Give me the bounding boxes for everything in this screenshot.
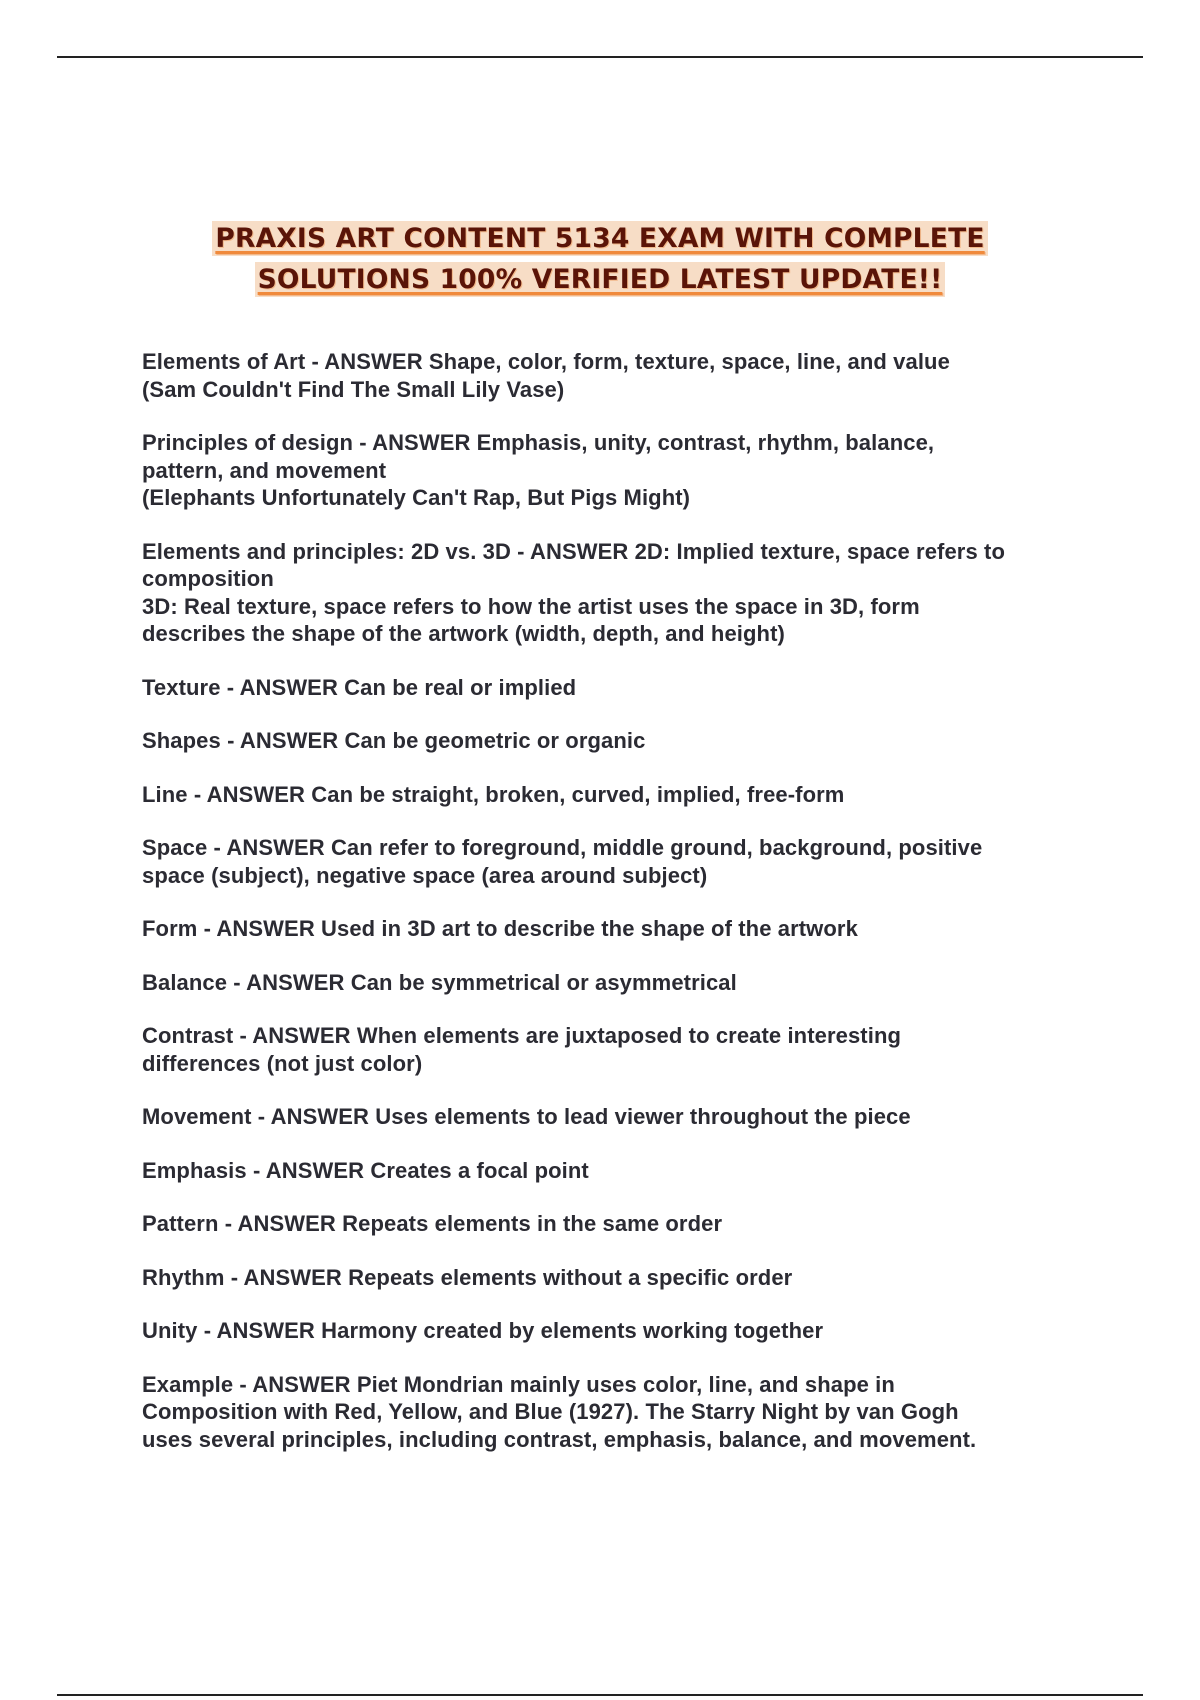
qa-entry bbox=[142, 674, 1077, 702]
qa-entry-line: Shapes - ANSWER Can be geometric or organic bbox=[142, 728, 646, 753]
top-rule bbox=[57, 56, 1143, 58]
qa-entry bbox=[142, 781, 1077, 809]
qa-entry-line: uses several principles, including contrast, emphasis, balance, and movement. bbox=[142, 1426, 977, 1452]
qa-entry bbox=[142, 834, 1077, 889]
qa-entry bbox=[142, 915, 1077, 943]
qa-entry-line: Composition with Red, Yellow, and Blue (1927). The Starry Night by van Gogh bbox=[142, 1399, 959, 1424]
qa-entry-line: composition bbox=[142, 566, 274, 591]
title-line-1: PRAXIS ART CONTENT 5134 EXAM WITH COMPLETE bbox=[212, 221, 987, 256]
qa-entry bbox=[142, 1103, 1077, 1131]
qa-entry bbox=[142, 1371, 1077, 1454]
qa-entry bbox=[142, 1317, 1077, 1345]
qa-entry-line: Elements of Art - ANSWER Shape, color, form, texture, space, line, and value bbox=[142, 349, 950, 374]
qa-entry-line: Movement - ANSWER Uses elements to lead viewer throughout the piece bbox=[142, 1104, 911, 1129]
qa-entry-line: Unity - ANSWER Harmony created by elements working together bbox=[142, 1318, 824, 1343]
qa-entry bbox=[142, 1022, 1077, 1077]
qa-entry-line: Contrast - ANSWER When elements are juxtaposed to create interesting bbox=[142, 1023, 902, 1048]
title-line-2: SOLUTIONS 100% VERIFIED LATEST UPDATE!! bbox=[255, 262, 946, 297]
qa-entry-line: Balance - ANSWER Can be symmetrical or asymmetrical bbox=[142, 969, 737, 995]
qa-entry-line: Principles of design - ANSWER Emphasis, unity, contrast, rhythm, balance, bbox=[142, 430, 935, 455]
qa-entry bbox=[142, 969, 1077, 997]
qa-entry-line: (Elephants Unfortunately Can't Rap, But Pigs Might) bbox=[142, 485, 691, 510]
document-title bbox=[0, 218, 1200, 300]
qa-entry-line: (Sam Couldn't Find The Small Lily Vase) bbox=[142, 376, 565, 402]
qa-entry bbox=[142, 429, 1077, 512]
qa-entry bbox=[142, 1157, 1077, 1185]
bottom-rule bbox=[57, 1694, 1143, 1696]
qa-list bbox=[142, 348, 1077, 1479]
qa-entry-line: 3D: Real texture, space refers to how the artist uses the space in 3D, form bbox=[142, 593, 920, 619]
qa-entry-line: Example - ANSWER Piet Mondrian mainly uses color, line, and shape in bbox=[142, 1371, 895, 1397]
qa-entry-line: space (subject), negative space (area around subject) bbox=[142, 862, 708, 888]
qa-entry-line: Space - ANSWER Can refer to foreground, middle ground, background, positive bbox=[142, 835, 983, 860]
qa-entry-line: differences (not just color) bbox=[142, 1050, 423, 1076]
qa-entry-line: Form - ANSWER Used in 3D art to describe the shape of the artwork bbox=[142, 916, 858, 941]
qa-entry-line: describes the shape of the artwork (width, depth, and height) bbox=[142, 621, 785, 646]
qa-entry-line: Rhythm - ANSWER Repeats elements without a specific order bbox=[142, 1264, 793, 1290]
qa-entry-line: Elements and principles: 2D vs. 3D - ANSWER 2D: Implied texture, space refers to bbox=[142, 538, 1005, 564]
qa-entry-line: Pattern - ANSWER Repeats elements in the same order bbox=[142, 1211, 723, 1236]
qa-entry-line: pattern, and movement bbox=[142, 457, 387, 483]
qa-entry-line: Emphasis - ANSWER Creates a focal point bbox=[142, 1157, 589, 1183]
qa-entry-line: Texture - ANSWER Can be real or implied bbox=[142, 674, 577, 700]
qa-entry bbox=[142, 1210, 1077, 1238]
qa-entry bbox=[142, 538, 1077, 648]
qa-entry-line: Line - ANSWER Can be straight, broken, curved, implied, free-form bbox=[142, 781, 845, 807]
qa-entry bbox=[142, 348, 1077, 403]
qa-entry bbox=[142, 727, 1077, 755]
qa-entry bbox=[142, 1264, 1077, 1292]
